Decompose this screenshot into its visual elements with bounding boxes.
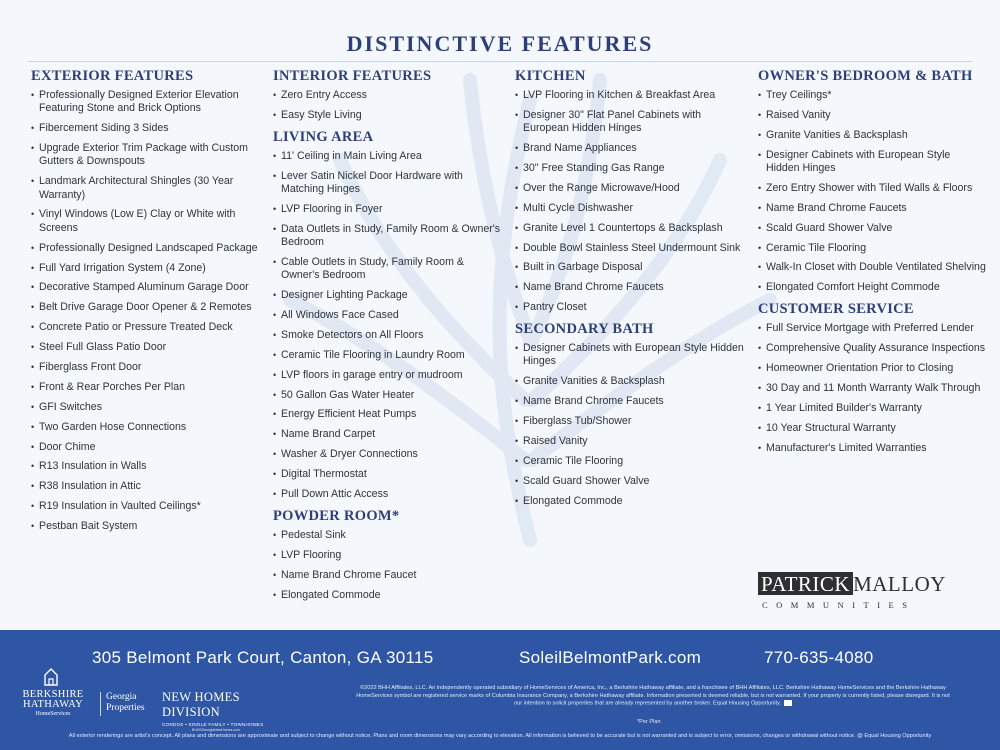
feature-item: • GFI Switches <box>31 401 266 414</box>
feature-item: • Manufacturer's Limited Warranties <box>758 442 986 455</box>
feature-item: • Scald Guard Shower Valve <box>515 475 747 488</box>
section-interior <box>273 68 505 122</box>
feature-item: • Granite Level 1 Countertops & Backsplash <box>515 222 747 235</box>
feature-item: • 30" Free Standing Gas Range <box>515 162 747 175</box>
feature-item: • Professionally Designed Landscaped Package <box>31 242 266 255</box>
feature-item: • Comprehensive Quality Assurance Inspections <box>758 342 986 355</box>
equal-housing-icon <box>784 700 792 706</box>
feature-item: • 11' Ceiling in Main Living Area <box>273 150 505 163</box>
feature-item: • LVP Flooring in Foyer <box>273 203 505 216</box>
feature-item: • Digital Thermostat <box>273 468 505 481</box>
feature-item: • Professionally Designed Exterior Elevation Featuring Stone and Brick Options <box>31 89 266 116</box>
section-powder-room <box>273 508 505 602</box>
section-exterior <box>31 68 266 533</box>
feature-item: • Walk-In Closet with Double Ventilated Shelving <box>758 261 986 274</box>
brokerage-line-1: BERKSHIRE <box>22 689 84 700</box>
feature-item: • Pantry Closet <box>515 301 747 314</box>
feature-item: • 30 Day and 11 Month Warranty Walk Through <box>758 382 986 395</box>
section-heading: SECONDARY BATH <box>515 321 654 338</box>
feature-item: • LVP Flooring in Kitchen & Breakfast Area <box>515 89 747 102</box>
feature-item: • Designer 30" Flat Panel Cabinets with European Hidden Hinges <box>515 109 747 136</box>
feature-item: • Elongated Commode <box>515 495 747 508</box>
logo-boxed-word: PATRICK <box>758 572 853 595</box>
feature-list <box>273 89 505 122</box>
feature-item: • Name Brand Chrome Faucets <box>758 202 986 215</box>
phone-number[interactable]: 770-635-4080 <box>764 648 874 667</box>
feature-item: • All Windows Face Cased <box>273 309 505 322</box>
column-4 <box>758 66 986 461</box>
feature-item: • Name Brand Carpet <box>273 428 505 441</box>
section-heading: CUSTOMER SERVICE <box>758 301 914 318</box>
feature-item: • Door Chime <box>31 441 266 454</box>
feature-item: • Pedestal Sink <box>273 529 505 542</box>
feature-item: • Over the Range Microwave/Hood <box>515 182 747 195</box>
feature-item: • Belt Drive Garage Door Opener & 2 Remotes <box>31 301 266 314</box>
section-heading: KITCHEN <box>515 68 586 84</box>
feature-list <box>758 89 986 295</box>
feature-item: • Vinyl Windows (Low E) Clay or White with Screens <box>31 208 266 235</box>
feature-item: • Designer Cabinets with European Style Hidden Hinges <box>758 149 986 176</box>
title-divider <box>28 61 972 62</box>
feature-item: • Energy Efficient Heat Pumps <box>273 408 505 421</box>
feature-item: • Pestban Bait System <box>31 520 266 533</box>
logo-subtitle: COMMUNITIES <box>762 600 916 610</box>
feature-item: • Landmark Architectural Shingles (30 Year Warranty) <box>31 175 266 202</box>
section-customer-service <box>758 301 986 455</box>
feature-item: • Name Brand Chrome Faucets <box>515 281 747 294</box>
feature-item: • Homeowner Orientation Prior to Closing <box>758 362 986 375</box>
feature-item: • R19 Insulation in Vaulted Ceilings* <box>31 500 266 513</box>
brokerage-sub: HomeServices <box>35 711 71 717</box>
patrick-malloy-logo <box>758 572 950 610</box>
column-3 <box>515 66 747 515</box>
feature-item: • Granite Vanities & Backsplash <box>515 375 747 388</box>
feature-item: • Lever Satin Nickel Door Hardware with Matching Hinges <box>273 170 505 197</box>
house-icon <box>44 668 58 686</box>
feature-item: • Name Brand Chrome Faucet <box>273 569 505 582</box>
logo-word: MALLOY <box>853 572 946 596</box>
section-heading: LIVING AREA <box>273 128 374 145</box>
feature-item: • Decorative Stamped Aluminum Garage Door <box>31 281 266 294</box>
divider <box>100 692 101 716</box>
feature-item: • Pull Down Attic Access <box>273 488 505 501</box>
page-title: DISTINCTIVE FEATURES <box>346 31 654 56</box>
feature-item: • Fibercement Siding 3 Sides <box>31 122 266 135</box>
feature-item: • Concrete Patio or Pressure Treated Deck <box>31 321 266 334</box>
feature-item: • Zero Entry Shower with Tiled Walls & Floors <box>758 182 986 195</box>
feature-item: • Zero Entry Access <box>273 89 505 102</box>
feature-item: • Ceramic Tile Flooring <box>758 242 986 255</box>
feature-list <box>273 150 505 502</box>
feature-item: • Granite Vanities & Backsplash <box>758 129 986 142</box>
feature-list <box>515 89 747 315</box>
feature-item: • Elongated Commode <box>273 589 505 602</box>
disclaimer: All exterior renderings are artist's concept. All plans and dimensions are approximate and subject to change without notice. Plans and room dimensions may vary according to elevation. All information is believed to be accurate but is not warranted and is subject to error, omissions, changes or withdrawal without notice. @ Equal Housing Opportunity <box>68 733 932 739</box>
region-line-2: Properties <box>106 702 145 713</box>
feature-item: • Full Yard Irrigation System (4 Zone) <box>31 262 266 275</box>
feature-item: • Easy Style Living <box>273 109 505 122</box>
feature-item: • 10 Year Structural Warranty <box>758 422 986 435</box>
feature-list <box>273 529 505 602</box>
feature-item: • Double Bowl Stainless Steel Undermount Sink <box>515 242 747 255</box>
brokerage-line-2: HATHAWAY <box>22 699 84 710</box>
brokerage-name <box>16 690 90 710</box>
feature-item: • Ceramic Tile Flooring in Laundry Room <box>273 349 505 362</box>
feature-item: • 50 Gallon Gas Water Heater <box>273 389 505 402</box>
column-1 <box>31 66 266 540</box>
section-heading: OWNER'S BEDROOM & BATH <box>758 68 973 84</box>
feature-item: • Ceramic Tile Flooring <box>515 455 747 468</box>
section-owners-bedroom-bath <box>758 68 986 295</box>
section-secondary-bath <box>515 321 747 508</box>
feature-item: • Full Service Mortgage with Preferred Lender <box>758 322 986 335</box>
legal-text: ©2022 BHH Affiliates, LLC. An independently operated subsidiary of HomeServices of America, Inc., a Berkshire Hathaway affiliate, and a franchisee of BHH Affiliates, LLC. Berkshire Hathaway HomeServices and the Berkshire Hathaway HomeServices symbol are registered service marks of Columbia Insurance Company, a Berkshire Hathaway affiliate. Information presented is deemed reliable, but is not warranted. If your property is currently listed, please disregard. It is not our intention to solicit properties that are already represented by another broker. Equal Housing Opportunity. <box>356 685 950 707</box>
section-living-area <box>273 129 505 502</box>
column-2 <box>273 66 505 608</box>
division-url: BHHSGeorgiaNewHomes.com <box>192 728 240 732</box>
section-heading: INTERIOR FEATURES <box>273 68 432 84</box>
feature-item: • Fiberglass Tub/Shower <box>515 415 747 428</box>
feature-item: • Brand Name Appliances <box>515 142 747 155</box>
feature-item: • Upgrade Exterior Trim Package with Custom Gutters & Downspouts <box>31 142 266 169</box>
feature-item: • LVP floors in garage entry or mudroom <box>273 369 505 382</box>
feature-item: • R13 Insulation in Walls <box>31 460 266 473</box>
division-subtitle: CONDOS • SINGLE FAMILY • TOWNHOMES <box>162 722 264 727</box>
feature-list <box>31 89 266 533</box>
address: 305 Belmont Park Court, Canton, GA 30115 <box>92 648 434 667</box>
footer-banner <box>0 630 1000 750</box>
feature-list <box>515 342 747 508</box>
feature-item: • Data Outlets in Study, Family Room & Owner's Bedroom <box>273 223 505 250</box>
section-kitchen <box>515 68 747 315</box>
feature-item: • Raised Vanity <box>515 435 747 448</box>
new-homes-division-logo <box>162 690 292 732</box>
feature-item: • Trey Ceilings* <box>758 89 986 102</box>
feature-item: • Designer Cabinets with European Style Hidden Hinges <box>515 342 747 369</box>
division-title: NEW HOMES DIVISION <box>162 690 240 719</box>
section-heading: POWDER ROOM* <box>273 507 400 524</box>
legal-notice <box>352 685 954 708</box>
feature-item: • Elongated Comfort Height Commode <box>758 281 986 294</box>
section-heading: EXTERIOR FEATURES <box>31 68 194 84</box>
feature-item: • Designer Lighting Package <box>273 289 505 302</box>
feature-item: • Smoke Detectors on All Floors <box>273 329 505 342</box>
feature-item: • LVP Flooring <box>273 549 505 562</box>
feature-item: • Cable Outlets in Study, Family Room & Owner's Bedroom <box>273 256 505 283</box>
region-line-1: Georgia <box>106 692 137 702</box>
feature-item: • Fiberglass Front Door <box>31 361 266 374</box>
brokerage-region <box>106 692 145 713</box>
website-link[interactable]: SoleilBelmontPark.com <box>519 648 702 667</box>
feature-item: • Two Garden Hose Connections <box>31 421 266 434</box>
feature-item: • Raised Vanity <box>758 109 986 122</box>
feature-item: • Front & Rear Porches Per Plan <box>31 381 266 394</box>
feature-list <box>758 322 986 455</box>
feature-item: • Steel Full Glass Patio Door <box>31 341 266 354</box>
feature-item: • Scald Guard Shower Valve <box>758 222 986 235</box>
feature-item: • Name Brand Chrome Faucets <box>515 395 747 408</box>
feature-item: • 1 Year Limited Builder's Warranty <box>758 402 986 415</box>
feature-item: • Multi Cycle Dishwasher <box>515 202 747 215</box>
feature-item: • R38 Insulation in Attic <box>31 480 266 493</box>
feature-item: • Built in Garbage Disposal <box>515 261 747 274</box>
per-plan-note: *Per Plan <box>637 719 661 725</box>
feature-item: • Washer & Dryer Connections <box>273 448 505 461</box>
